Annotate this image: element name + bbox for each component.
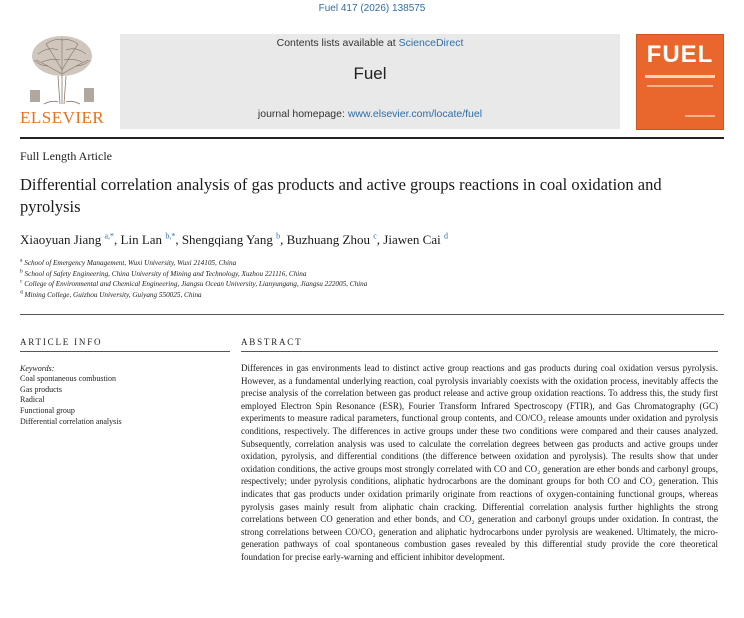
author-separator: ,: [175, 232, 182, 247]
keyword: Coal spontaneous combustion: [20, 374, 116, 383]
affiliation: [20, 279, 367, 290]
contents-line: [120, 37, 620, 49]
journal-citation[interactable]: Fuel 417 (2026) 138575: [318, 3, 426, 14]
journal-masthead: [120, 34, 620, 129]
affiliation-mark: d: [20, 289, 23, 296]
abstract-text: Differences in gas environments lead to distinct active group reactions and gas products during coal oxidation versus pyrolysis. However, as a fundamental underlying reaction, coal pyrolysis invariably coexists with the oxidation process, inevitably affects the precise analysis of the correlation between gas product release and active group oxidation reactions. To address this, the study first employed Electron Spin Resonance (ESR), Fourier Transform Infrared Spectroscopy (FTIR), and Gas Chromatography (GC) experiments to measure radical parameters, functional group contents, and CO/CO₂ release amounts under oxidation and pyrolysis conditions, respectively. The differences in active groups under these two conditions were compared and their causes analyzed. Subsequently, correlation analysis was used to calculate the correlation degrees between gas products and active groups under oxidation, pyrolysis, and differential conditions (the difference between oxidation and pyrolysis). The results show that under oxidation conditions, the active groups most strongly correlated with CO and CO₂ generation are ether bonds and carbonyl groups, respectively; under pyrolysis conditions, aliphatic hydrocarbons are the dominant groups for both CO and CO₂ generation. This indicates that gas products under oxidation primarily originate from reactions of oxygen-containing functional groups, whereas pyrolysis gases mainly result from aliphatic chain cracking. Differential correlation analysis further highlights the strong correlations between CO generation and ether bonds, and CO₂ generation and carbonyl groups under oxidation. In contrast, the strong correlations between CO/CO₂ generation and aliphatic hydrocarbons under pyrolysis are weakened. Ultimately, the micro-generation pathways of coal spontaneous combustion gases revealed by this differential study provide the core theoretical foundation for precise early-warning and efficient inhibitor development.: [241, 363, 718, 562]
journal-homepage-link[interactable]: www.elsevier.com/locate/fuel: [347, 108, 483, 120]
author-name[interactable]: Xiaoyuan Jiang: [20, 232, 102, 247]
publisher-name: ELSEVIER: [20, 108, 105, 127]
keyword: Functional group: [20, 406, 75, 416]
keywords-label: Keywords:: [20, 364, 55, 373]
author-affiliation-mark[interactable]: c: [373, 231, 377, 241]
journal-name: Fuel: [353, 64, 387, 83]
cover-rule: [685, 115, 715, 117]
article-info-heading: ARTICLE INFO: [20, 337, 103, 347]
author-name[interactable]: Buzhuang Zhou: [286, 232, 370, 247]
affiliation: [20, 258, 367, 269]
keyword: Differential correlation analysis: [20, 416, 122, 426]
affiliation-mark: a: [20, 257, 23, 264]
affiliation-mark: b: [20, 268, 23, 275]
affiliation-text: College of Environmental and Chemical Engineering, Jiangsu Ocean University, Lianyungang, Jiangsu 222005, China: [24, 280, 368, 288]
author-affiliation-mark[interactable]: b: [276, 231, 281, 241]
abstract-heading: ABSTRACT: [241, 337, 303, 347]
homepage-line: [120, 108, 620, 120]
author-name[interactable]: Lin Lan: [120, 232, 163, 247]
author-affiliation-mark[interactable]: b,*: [165, 231, 176, 241]
article-info-rule: [20, 351, 230, 352]
author-name[interactable]: Jiawen Cai: [383, 232, 441, 247]
author-affiliation-mark[interactable]: d: [443, 231, 448, 241]
affiliation-list: [20, 258, 367, 300]
author-separator: ,: [376, 232, 384, 247]
elsevier-logo[interactable]: [20, 30, 104, 128]
homepage-prefix: journal homepage:: [257, 108, 348, 120]
cover-rule: [647, 85, 713, 87]
affiliation-text: Mining College, Guizhou University, Guiyang 550025, China: [24, 290, 202, 299]
keyword-list: [20, 374, 122, 428]
author-name[interactable]: Shengqiang Yang: [181, 232, 273, 247]
affiliation-mark: c: [20, 278, 23, 285]
author-list: [20, 232, 448, 248]
affiliation-text: School of Safety Engineering, China University of Mining and Technology, Xuzhou 221116, China: [24, 269, 307, 278]
section-rule: [20, 314, 724, 315]
cover-title: FUEL: [646, 41, 714, 68]
sciencedirect-link[interactable]: ScienceDirect: [398, 37, 464, 49]
affiliation-text: School of Emergency Management, Wuxi University, Wuxi 214105, China: [24, 259, 237, 267]
journal-cover[interactable]: [636, 34, 724, 130]
header-rule: [20, 137, 724, 139]
affiliation: [20, 269, 367, 280]
keyword: Gas products: [20, 384, 62, 394]
author-separator: ,: [280, 232, 287, 247]
contents-prefix: Contents lists available at: [276, 37, 399, 49]
article-type: Full Length Article: [20, 149, 112, 163]
article-title: Differential correlation analysis of gas products and active groups reactions in coal oxidation and pyrolysis: [20, 175, 662, 216]
author-separator: ,: [114, 232, 121, 247]
elsevier-tree-icon: [24, 30, 100, 106]
abstract-rule: [241, 351, 718, 352]
cover-subtitle-bar: [645, 75, 715, 78]
keyword: Radical: [20, 395, 45, 405]
author-affiliation-mark[interactable]: a,*: [104, 231, 115, 241]
affiliation: [20, 290, 367, 301]
